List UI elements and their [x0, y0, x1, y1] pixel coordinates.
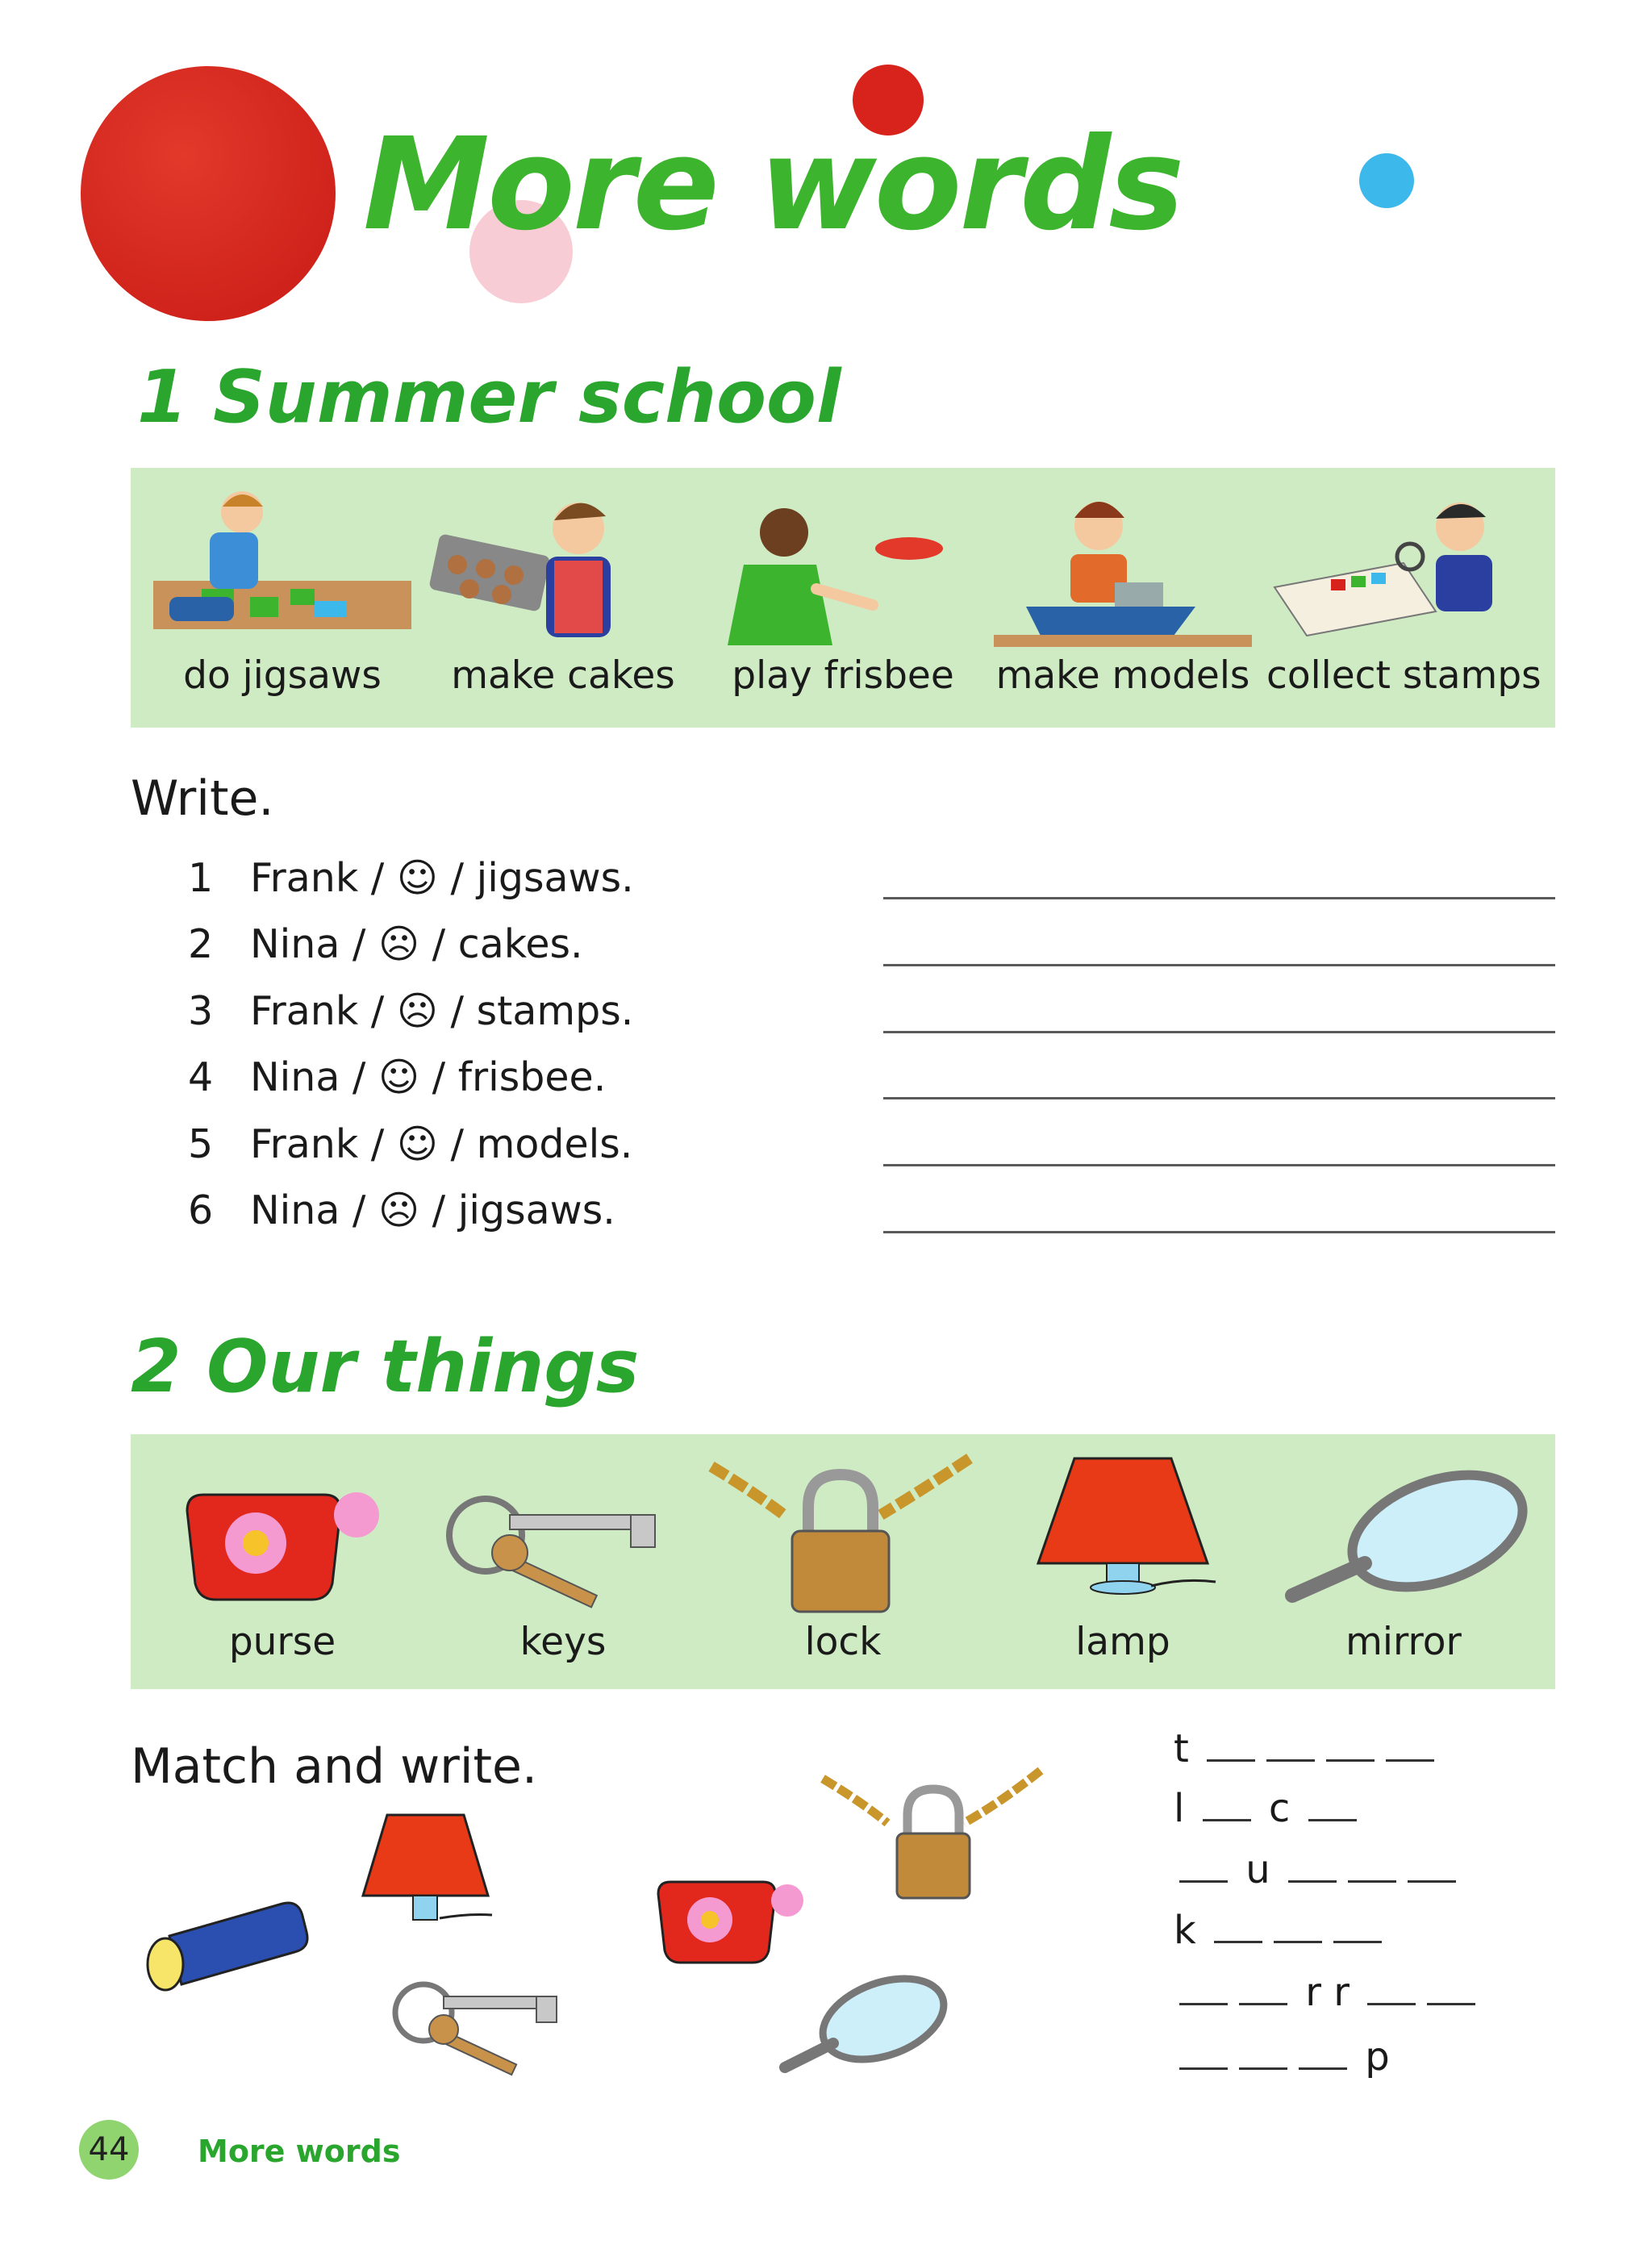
letter: t	[1174, 1726, 1189, 1771]
activities-panel	[131, 468, 1555, 728]
caption-do-jigsaws: do jigsaws	[183, 653, 382, 698]
caption-play-frisbee: play frisbee	[732, 653, 954, 698]
exercise-number: 4	[188, 1054, 214, 1100]
lock-small-illustration	[823, 1763, 1041, 1908]
lamp-small-illustration	[355, 1815, 516, 1936]
letter: p	[1365, 2034, 1390, 2080]
answer-line-3[interactable]	[883, 1031, 1555, 1033]
word-line-2[interactable]	[1174, 1786, 1362, 1831]
keys-small-illustration	[387, 1968, 573, 2073]
letter: k	[1174, 1908, 1196, 1953]
exercise-prompt: Frank / ☺ / jigsaws.	[250, 855, 634, 901]
caption-lock: lock	[804, 1620, 882, 1664]
exercise-number: 5	[188, 1121, 214, 1167]
letter: u	[1245, 1847, 1270, 1892]
exercise-prompt: Frank / ☺ / models.	[250, 1121, 633, 1167]
exercise-prompt: Frank / ☹ / stamps.	[250, 988, 634, 1034]
things-panel	[131, 1434, 1555, 1689]
word-line-6[interactable]	[1174, 2034, 1390, 2080]
answer-line-6[interactable]	[883, 1231, 1555, 1233]
exercise-prompt: Nina / ☹ / jigsaws.	[250, 1187, 615, 1233]
word-line-1[interactable]	[1174, 1726, 1440, 1771]
letter: r r	[1305, 1970, 1350, 2015]
answer-line-1[interactable]	[883, 897, 1555, 899]
caption-purse: purse	[228, 1620, 336, 1664]
caption-make-models: make models	[995, 653, 1250, 698]
mirror-illustration	[1276, 1466, 1534, 1620]
write-instruction: Write.	[131, 770, 274, 827]
models-illustration	[994, 486, 1252, 647]
purse-illustration	[179, 1479, 389, 1608]
word-line-4[interactable]	[1174, 1908, 1387, 1953]
exercise-number: 3	[188, 988, 214, 1034]
exercise-prompt: Nina / ☺ / frisbee.	[250, 1054, 607, 1100]
caption-make-cakes: make cakes	[451, 653, 675, 698]
section2-title: 2 Our things	[131, 1325, 640, 1409]
jigsaw-illustration	[153, 484, 411, 645]
mirror-small-illustration	[770, 1975, 956, 2088]
lock-illustration	[711, 1450, 970, 1620]
exercise-prompt: Nina / ☹ / cakes.	[250, 921, 583, 967]
purse-small-illustration	[652, 1870, 813, 1975]
caption-collect-stamps: collect stamps	[1266, 653, 1541, 698]
keys-illustration	[437, 1479, 679, 1608]
lamp-illustration	[1026, 1458, 1244, 1620]
letter: l	[1174, 1786, 1185, 1831]
blue-dot	[1359, 153, 1414, 208]
exercise-number: 1	[188, 855, 214, 901]
torch-illustration	[137, 1888, 315, 1992]
big-red-dot	[81, 66, 336, 321]
caption-mirror: mirror	[1345, 1620, 1462, 1664]
exercise-number: 6	[188, 1187, 214, 1233]
word-line-5[interactable]	[1174, 1970, 1481, 2015]
answer-line-4[interactable]	[883, 1097, 1555, 1099]
page-number: 44	[79, 2120, 139, 2180]
answer-line-5[interactable]	[883, 1164, 1555, 1166]
answer-line-2[interactable]	[883, 964, 1555, 966]
word-line-3[interactable]	[1174, 1847, 1462, 1892]
stamps-illustration	[1274, 490, 1541, 652]
frisbee-illustration	[711, 500, 970, 645]
match-instruction: Match and write.	[131, 1738, 538, 1795]
caption-keys: keys	[519, 1620, 607, 1664]
letter: c	[1268, 1786, 1291, 1831]
cakes-illustration	[433, 488, 675, 641]
page-title: More words	[363, 111, 1183, 259]
caption-lamp: lamp	[1075, 1620, 1170, 1664]
section1-title: 1 Summer school	[137, 355, 841, 440]
footer-label: More words	[198, 2134, 401, 2169]
exercise-number: 2	[188, 921, 214, 967]
